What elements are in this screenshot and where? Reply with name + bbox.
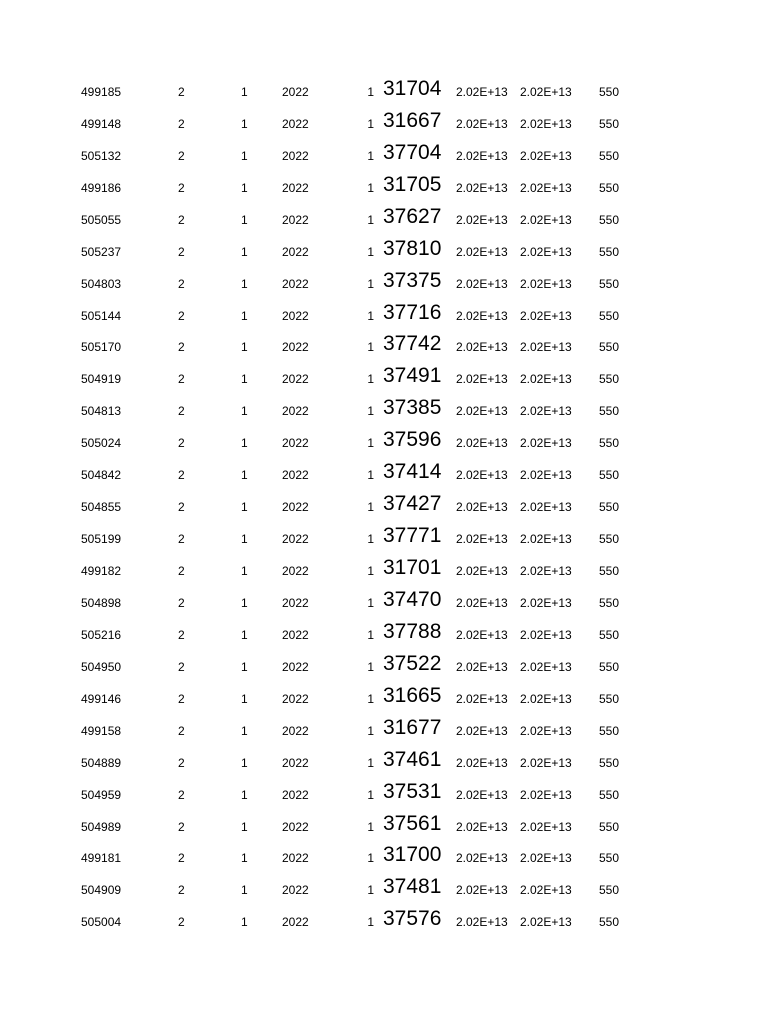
cell-sci-1: 2.02E+13 (456, 819, 508, 834)
cell-record-id: 499158 (81, 723, 122, 738)
cell-col-b: 2 (178, 116, 185, 131)
cell-col-c: 1 (241, 404, 248, 419)
cell-sci-2: 2.02E+13 (520, 244, 572, 259)
cell-code: 37522 (383, 651, 442, 675)
table-row (0, 170, 768, 202)
cell-year: 2022 (282, 404, 309, 419)
table-row (0, 266, 768, 298)
cell-code: 37788 (383, 619, 442, 643)
cell-col-b: 2 (178, 436, 185, 451)
cell-code: 37742 (383, 332, 442, 356)
cell-col-b: 2 (178, 180, 185, 195)
cell-col-b: 2 (178, 276, 185, 291)
cell-sci-2: 2.02E+13 (520, 308, 572, 323)
cell-record-id: 504898 (81, 595, 122, 610)
cell-code: 37704 (383, 140, 442, 164)
cell-col-e: 1 (367, 819, 374, 834)
cell-code: 31677 (383, 715, 442, 739)
cell-col-b: 2 (178, 755, 185, 770)
cell-value: 550 (599, 276, 620, 291)
cell-col-c: 1 (241, 84, 248, 99)
cell-value: 550 (599, 148, 620, 163)
cell-code: 31665 (383, 683, 442, 707)
cell-sci-2: 2.02E+13 (520, 436, 572, 451)
cell-sci-1: 2.02E+13 (456, 404, 508, 419)
cell-col-e: 1 (367, 244, 374, 259)
cell-value: 550 (599, 564, 620, 578)
cell-record-id: 499182 (81, 564, 122, 578)
cell-year: 2022 (282, 915, 309, 930)
cell-sci-2: 2.02E+13 (520, 691, 572, 706)
cell-col-c: 1 (241, 627, 248, 642)
cell-year: 2022 (282, 532, 309, 547)
cell-sci-2: 2.02E+13 (520, 564, 572, 578)
table-row (0, 361, 768, 393)
cell-col-b: 2 (178, 308, 185, 323)
cell-sci-1: 2.02E+13 (456, 116, 508, 131)
cell-col-b: 2 (178, 691, 185, 706)
cell-year: 2022 (282, 564, 309, 578)
cell-col-b: 2 (178, 532, 185, 547)
cell-code: 37385 (383, 396, 442, 420)
cell-col-b: 2 (178, 851, 185, 866)
cell-sci-2: 2.02E+13 (520, 84, 572, 99)
cell-record-id: 504842 (81, 468, 122, 483)
cell-sci-1: 2.02E+13 (456, 883, 508, 898)
cell-sci-1: 2.02E+13 (456, 532, 508, 547)
cell-sci-1: 2.02E+13 (456, 180, 508, 195)
cell-value: 550 (599, 691, 620, 706)
cell-record-id: 505216 (81, 627, 122, 642)
cell-year: 2022 (282, 340, 309, 355)
cell-record-id: 505004 (81, 915, 122, 930)
cell-record-id: 505199 (81, 532, 122, 547)
cell-value: 550 (599, 787, 620, 802)
table-row (0, 393, 768, 425)
cell-sci-2: 2.02E+13 (520, 148, 572, 163)
cell-col-e: 1 (367, 915, 374, 930)
table-row (0, 74, 768, 106)
cell-record-id: 504959 (81, 787, 122, 802)
cell-sci-1: 2.02E+13 (456, 84, 508, 99)
cell-code: 37427 (383, 492, 442, 516)
cell-col-e: 1 (367, 148, 374, 163)
cell-code: 31700 (383, 843, 442, 867)
cell-sci-2: 2.02E+13 (520, 404, 572, 419)
cell-col-e: 1 (367, 787, 374, 802)
cell-sci-2: 2.02E+13 (520, 532, 572, 547)
cell-record-id: 504803 (81, 276, 122, 291)
cell-year: 2022 (282, 787, 309, 802)
table-row (0, 872, 768, 904)
cell-year: 2022 (282, 755, 309, 770)
table-row (0, 457, 768, 489)
cell-year: 2022 (282, 84, 309, 99)
table-row (0, 489, 768, 521)
cell-col-c: 1 (241, 244, 248, 259)
table-row (0, 330, 768, 362)
cell-col-c: 1 (241, 595, 248, 610)
cell-col-e: 1 (367, 308, 374, 323)
cell-col-e: 1 (367, 212, 374, 227)
cell-sci-1: 2.02E+13 (456, 723, 508, 738)
table-row (0, 138, 768, 170)
table-row (0, 521, 768, 553)
cell-value: 550 (599, 915, 620, 930)
cell-col-b: 2 (178, 340, 185, 355)
cell-year: 2022 (282, 819, 309, 834)
cell-sci-2: 2.02E+13 (520, 659, 572, 674)
cell-year: 2022 (282, 627, 309, 642)
cell-sci-2: 2.02E+13 (520, 340, 572, 355)
cell-record-id: 499148 (81, 116, 122, 131)
cell-col-e: 1 (367, 436, 374, 451)
cell-value: 550 (599, 819, 620, 834)
cell-year: 2022 (282, 595, 309, 610)
cell-col-e: 1 (367, 659, 374, 674)
cell-code: 37810 (383, 236, 442, 260)
cell-value: 550 (599, 659, 620, 674)
cell-year: 2022 (282, 659, 309, 674)
cell-sci-2: 2.02E+13 (520, 276, 572, 291)
cell-col-c: 1 (241, 883, 248, 898)
cell-year: 2022 (282, 691, 309, 706)
cell-record-id: 504889 (81, 755, 122, 770)
cell-value: 550 (599, 180, 620, 195)
cell-value: 550 (599, 468, 620, 483)
cell-year: 2022 (282, 500, 309, 515)
cell-sci-1: 2.02E+13 (456, 915, 508, 930)
cell-col-c: 1 (241, 436, 248, 451)
cell-record-id: 504855 (81, 500, 122, 515)
cell-col-c: 1 (241, 564, 248, 578)
cell-record-id: 499146 (81, 691, 122, 706)
cell-col-b: 2 (178, 84, 185, 99)
table-row (0, 298, 768, 330)
cell-value: 550 (599, 84, 620, 99)
table-row (0, 681, 768, 713)
cell-sci-1: 2.02E+13 (456, 595, 508, 610)
cell-sci-2: 2.02E+13 (520, 883, 572, 898)
cell-year: 2022 (282, 883, 309, 898)
cell-sci-2: 2.02E+13 (520, 500, 572, 515)
cell-code: 37375 (383, 268, 442, 292)
cell-year: 2022 (282, 723, 309, 738)
cell-code: 37576 (383, 907, 442, 931)
cell-sci-1: 2.02E+13 (456, 276, 508, 291)
table-row (0, 745, 768, 777)
cell-code: 37627 (383, 204, 442, 228)
cell-col-e: 1 (367, 180, 374, 195)
cell-col-b: 2 (178, 148, 185, 163)
cell-col-b: 2 (178, 404, 185, 419)
cell-col-c: 1 (241, 308, 248, 323)
cell-sci-2: 2.02E+13 (520, 212, 572, 227)
cell-col-c: 1 (241, 116, 248, 131)
cell-year: 2022 (282, 308, 309, 323)
cell-year: 2022 (282, 276, 309, 291)
cell-value: 550 (599, 532, 620, 547)
cell-code: 31705 (383, 172, 442, 196)
cell-code: 31667 (383, 108, 442, 132)
cell-col-b: 2 (178, 819, 185, 834)
cell-col-c: 1 (241, 468, 248, 483)
cell-value: 550 (599, 244, 620, 259)
table-row (0, 809, 768, 841)
cell-sci-1: 2.02E+13 (456, 787, 508, 802)
table-row (0, 713, 768, 745)
cell-col-e: 1 (367, 755, 374, 770)
cell-col-b: 2 (178, 723, 185, 738)
cell-value: 550 (599, 755, 620, 770)
cell-col-e: 1 (367, 723, 374, 738)
table-row (0, 553, 768, 585)
cell-col-b: 2 (178, 883, 185, 898)
cell-col-b: 2 (178, 915, 185, 930)
cell-code: 31701 (383, 556, 442, 579)
cell-sci-1: 2.02E+13 (456, 755, 508, 770)
table-row (0, 649, 768, 681)
cell-col-e: 1 (367, 276, 374, 291)
cell-value: 550 (599, 212, 620, 227)
cell-record-id: 499186 (81, 180, 122, 195)
cell-col-c: 1 (241, 500, 248, 515)
cell-record-id: 504989 (81, 819, 122, 834)
table-row (0, 777, 768, 809)
cell-col-e: 1 (367, 532, 374, 547)
table-row (0, 202, 768, 234)
cell-sci-2: 2.02E+13 (520, 372, 572, 387)
cell-col-b: 2 (178, 212, 185, 227)
cell-code: 37491 (383, 364, 442, 388)
cell-col-b: 2 (178, 500, 185, 515)
cell-col-c: 1 (241, 915, 248, 930)
cell-sci-1: 2.02E+13 (456, 851, 508, 866)
cell-record-id: 505132 (81, 148, 122, 163)
cell-sci-1: 2.02E+13 (456, 308, 508, 323)
table-row (0, 106, 768, 138)
cell-col-e: 1 (367, 404, 374, 419)
cell-record-id: 505237 (81, 244, 122, 259)
cell-value: 550 (599, 627, 620, 642)
cell-sci-1: 2.02E+13 (456, 500, 508, 515)
cell-sci-1: 2.02E+13 (456, 372, 508, 387)
cell-code: 37561 (383, 811, 442, 835)
cell-col-e: 1 (367, 627, 374, 642)
cell-sci-2: 2.02E+13 (520, 723, 572, 738)
cell-col-e: 1 (367, 595, 374, 610)
cell-col-c: 1 (241, 372, 248, 387)
cell-record-id: 505144 (81, 308, 122, 323)
cell-code: 37771 (383, 524, 442, 548)
cell-col-c: 1 (241, 691, 248, 706)
cell-sci-1: 2.02E+13 (456, 436, 508, 451)
cell-value: 550 (599, 500, 620, 515)
cell-col-c: 1 (241, 180, 248, 195)
cell-code: 37414 (383, 460, 442, 484)
cell-col-c: 1 (241, 276, 248, 291)
cell-col-e: 1 (367, 851, 374, 866)
cell-col-c: 1 (241, 723, 248, 738)
cell-code: 37531 (383, 779, 442, 803)
cell-sci-2: 2.02E+13 (520, 180, 572, 195)
cell-col-b: 2 (178, 659, 185, 674)
cell-record-id: 505055 (81, 212, 122, 227)
cell-record-id: 504919 (81, 372, 122, 387)
cell-year: 2022 (282, 372, 309, 387)
cell-sci-1: 2.02E+13 (456, 691, 508, 706)
cell-record-id: 505170 (81, 340, 122, 355)
cell-col-b: 2 (178, 564, 185, 578)
cell-sci-2: 2.02E+13 (520, 627, 572, 642)
cell-record-id: 499181 (81, 851, 122, 866)
cell-value: 550 (599, 436, 620, 451)
cell-sci-1: 2.02E+13 (456, 659, 508, 674)
cell-year: 2022 (282, 468, 309, 483)
table-row (0, 585, 768, 617)
cell-code: 37716 (383, 300, 442, 324)
cell-col-b: 2 (178, 244, 185, 259)
cell-col-e: 1 (367, 691, 374, 706)
cell-col-e: 1 (367, 500, 374, 515)
cell-value: 550 (599, 883, 620, 898)
cell-year: 2022 (282, 116, 309, 131)
cell-value: 550 (599, 372, 620, 387)
cell-sci-1: 2.02E+13 (456, 627, 508, 642)
cell-sci-2: 2.02E+13 (520, 468, 572, 483)
spreadsheet-page (0, 74, 768, 936)
cell-col-e: 1 (367, 84, 374, 99)
cell-year: 2022 (282, 436, 309, 451)
cell-col-e: 1 (367, 883, 374, 898)
cell-value: 550 (599, 340, 620, 355)
cell-col-c: 1 (241, 787, 248, 802)
cell-value: 550 (599, 723, 620, 738)
cell-col-e: 1 (367, 564, 374, 578)
cell-code: 37481 (383, 875, 442, 899)
cell-col-c: 1 (241, 819, 248, 834)
cell-col-c: 1 (241, 340, 248, 355)
cell-code: 37470 (383, 587, 442, 611)
cell-code: 31704 (383, 76, 442, 100)
cell-year: 2022 (282, 244, 309, 259)
cell-record-id: 504813 (81, 404, 122, 419)
cell-col-b: 2 (178, 595, 185, 610)
cell-record-id: 505024 (81, 436, 122, 451)
cell-year: 2022 (282, 851, 309, 866)
cell-col-c: 1 (241, 851, 248, 866)
cell-year: 2022 (282, 212, 309, 227)
cell-year: 2022 (282, 148, 309, 163)
cell-sci-1: 2.02E+13 (456, 148, 508, 163)
cell-sci-2: 2.02E+13 (520, 851, 572, 866)
cell-col-e: 1 (367, 468, 374, 483)
cell-value: 550 (599, 851, 620, 866)
cell-sci-2: 2.02E+13 (520, 755, 572, 770)
cell-sci-2: 2.02E+13 (520, 819, 572, 834)
cell-sci-1: 2.02E+13 (456, 212, 508, 227)
cell-col-c: 1 (241, 212, 248, 227)
cell-col-e: 1 (367, 372, 374, 387)
cell-sci-1: 2.02E+13 (456, 564, 508, 578)
cell-col-e: 1 (367, 340, 374, 355)
cell-col-c: 1 (241, 755, 248, 770)
cell-value: 550 (599, 308, 620, 323)
cell-col-c: 1 (241, 148, 248, 163)
cell-year: 2022 (282, 180, 309, 195)
cell-sci-2: 2.02E+13 (520, 116, 572, 131)
cell-col-c: 1 (241, 532, 248, 547)
cell-record-id: 504950 (81, 659, 122, 674)
cell-col-b: 2 (178, 787, 185, 802)
cell-code: 37596 (383, 428, 442, 452)
cell-sci-2: 2.02E+13 (520, 915, 572, 930)
cell-value: 550 (599, 595, 620, 610)
cell-sci-1: 2.02E+13 (456, 340, 508, 355)
table-row (0, 234, 768, 266)
cell-record-id: 499185 (81, 84, 122, 99)
cell-sci-2: 2.02E+13 (520, 787, 572, 802)
cell-col-b: 2 (178, 468, 185, 483)
table-row (0, 904, 768, 936)
cell-col-b: 2 (178, 627, 185, 642)
cell-sci-2: 2.02E+13 (520, 595, 572, 610)
cell-code: 37461 (383, 747, 442, 771)
cell-value: 550 (599, 404, 620, 419)
cell-value: 550 (599, 116, 620, 131)
cell-col-c: 1 (241, 659, 248, 674)
cell-col-e: 1 (367, 116, 374, 131)
table-row (0, 841, 768, 873)
table-row (0, 425, 768, 457)
table-row (0, 617, 768, 649)
cell-sci-1: 2.02E+13 (456, 468, 508, 483)
cell-col-b: 2 (178, 372, 185, 387)
cell-record-id: 504909 (81, 883, 122, 898)
cell-sci-1: 2.02E+13 (456, 244, 508, 259)
